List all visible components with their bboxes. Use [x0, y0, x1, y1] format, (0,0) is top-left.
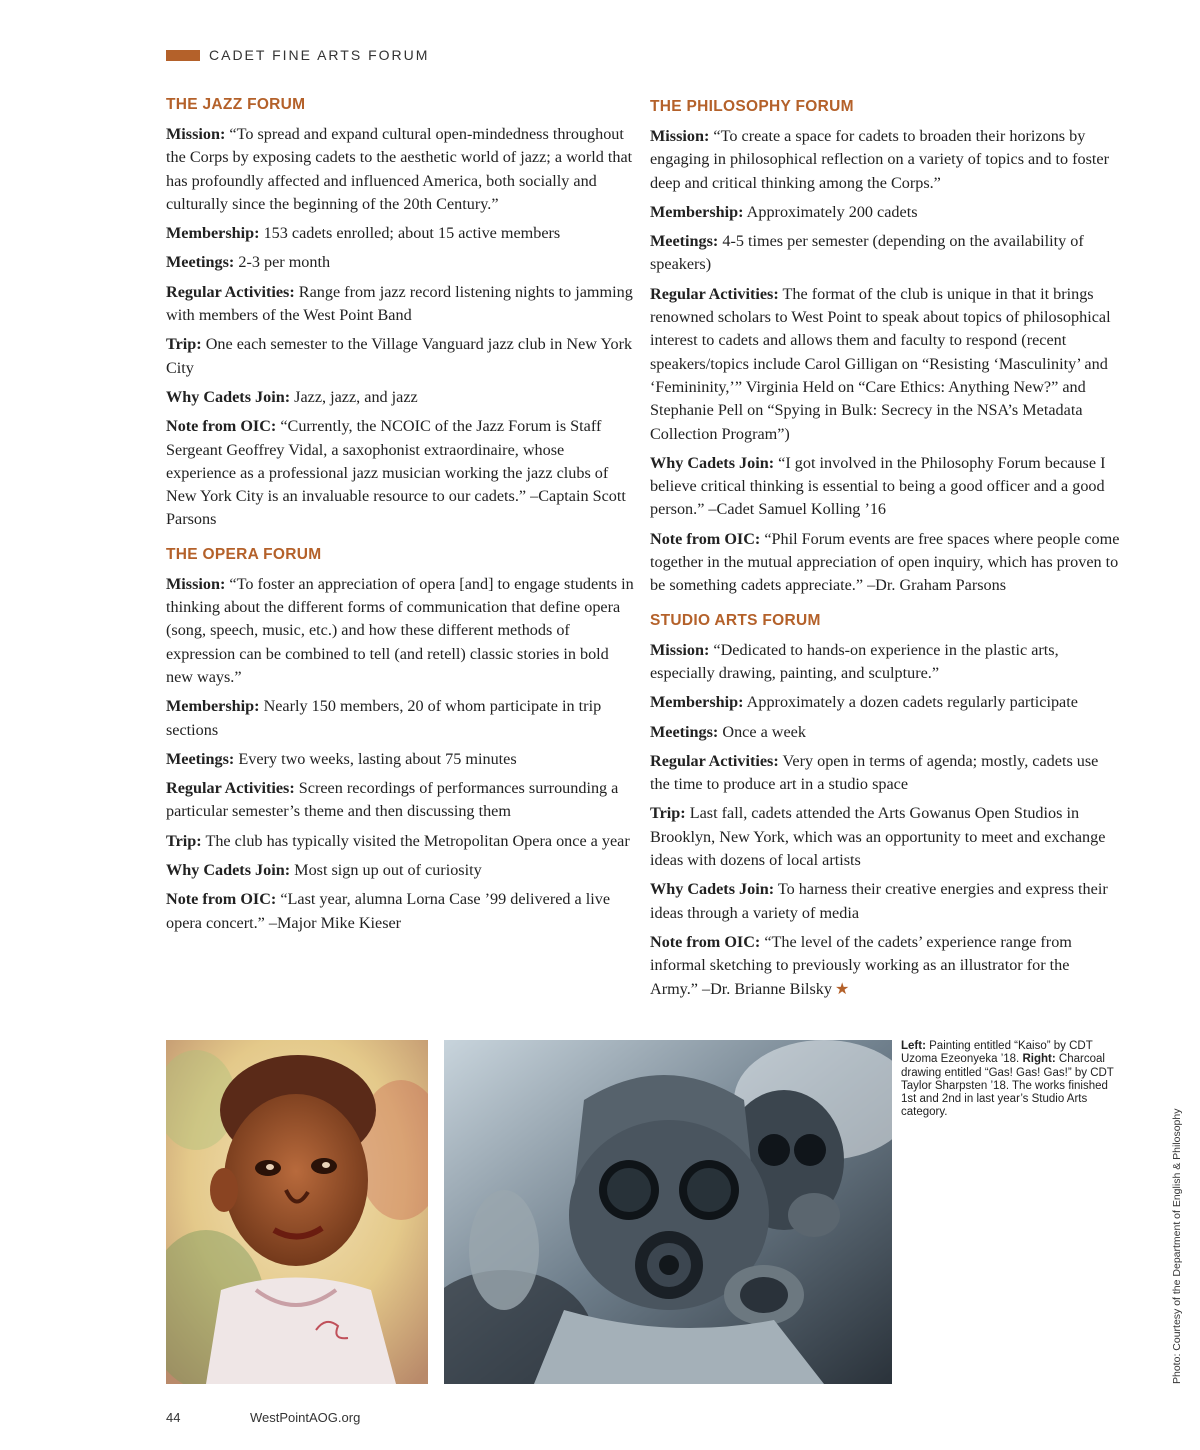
field-label: Why Cadets Join: [166, 387, 291, 406]
the-jazz-forum-section [166, 94, 636, 532]
field-text: One each semester to the Village Vanguard jazz club in New York City [166, 335, 633, 377]
section-title: STUDIO ARTS FORUM [650, 611, 821, 629]
field-text: “Phil Forum events are free spaces where people come together in the mutual appreciation of open inquiry, which has proven to be something cadets appreciate.” –Dr. Graham Parsons [650, 529, 1120, 595]
section-title: THE OPERA FORUM [166, 545, 322, 563]
regular-activities-field [650, 283, 1120, 446]
why-cadets-join-field [650, 452, 1120, 522]
caption-left-text: Painting entitled “Kaiso” by CDT Uzoma Ezeonyeka ’18. [901, 1040, 1093, 1066]
field-label: Why Cadets Join: [650, 453, 775, 472]
field-label: Membership: [650, 693, 744, 712]
field-label: Regular Activities: [166, 282, 295, 301]
mission-field [166, 573, 636, 689]
field-text: 4-5 times per semester (depending on the availability of speakers) [650, 232, 1084, 274]
section-title: THE PHILOSOPHY FORUM [650, 98, 854, 115]
field-label: Membership: [650, 202, 744, 221]
studio-arts-forum-section [650, 610, 1120, 1001]
field-label: Note from OIC: [166, 890, 277, 909]
field-text: “To spread and expand cultural open-mindedness throughout the Corps by exposing cadets to the aesthetic world of jazz; a world that has profoundly affected and influenced America, both socially and culturally since the beginning of the 20th Century.” [166, 125, 633, 213]
mission-field [650, 125, 1120, 195]
field-text: “To create a space for cadets to broaden their horizons by engaging in philosophical reflection on a variety of topics and to foster deep and critical thinking among the Corps.” [650, 127, 1109, 192]
membership-field [166, 695, 636, 742]
kaiso-painting-image [166, 1040, 428, 1384]
field-text: Every two weeks, lasting about 75 minutes [238, 749, 517, 768]
page-footer [166, 1410, 361, 1425]
field-text: 2-3 per month [238, 253, 331, 272]
trip-field [166, 333, 636, 380]
why-cadets-join-field [166, 386, 636, 409]
field-text: Screen recordings of performances surrounding a particular semester’s theme and then discussing them [166, 779, 619, 821]
field-label: Trip: [166, 831, 202, 850]
field-label: Mission: [166, 125, 226, 143]
meetings-field [650, 230, 1120, 277]
field-label: Membership: [166, 697, 260, 716]
field-label: Meetings: [166, 253, 235, 272]
field-text: “Last year, alumna Lorna Case ’99 delivered a live opera concert.” –Major Mike Kieser [166, 890, 611, 932]
caption-right-label: Right: [1022, 1053, 1056, 1066]
field-text: To harness their creative energies and express their ideas through a variety of media [650, 880, 1108, 922]
field-label: Why Cadets Join: [166, 861, 291, 880]
field-label: Regular Activities: [166, 779, 295, 798]
field-text: The club has typically visited the Metropolitan Opera once a year [205, 831, 630, 850]
end-star-icon: ★ [834, 979, 850, 998]
trip-field [650, 802, 1120, 872]
field-text: Approximately a dozen cadets regularly participate [746, 693, 1078, 712]
field-label: Mission: [650, 127, 710, 145]
field-text: Most sign up out of curiosity [294, 861, 482, 880]
membership-field [650, 201, 1120, 224]
the-opera-forum-section [166, 544, 636, 935]
field-text: Range from jazz record listening nights to jamming with members of the West Point Band [166, 282, 633, 325]
mission-field [166, 123, 636, 216]
mission-field [650, 639, 1120, 686]
field-text: Jazz, jazz, and jazz [294, 387, 418, 406]
note-from-oic-field [650, 931, 1120, 1001]
meetings-field [650, 721, 1120, 744]
meetings-field [166, 251, 636, 274]
field-text: Approximately 200 cadets [746, 202, 918, 221]
field-label: Meetings: [650, 232, 719, 251]
right-column [650, 96, 1120, 1007]
photo-credit: Photo: Courtesy of the Department of English & Philosophy [1171, 1108, 1183, 1384]
page-header [166, 47, 429, 63]
note-from-oic-field [166, 415, 636, 531]
field-label: Mission: [166, 574, 226, 593]
field-text: The format of the club is unique in that it brings renowned scholars to West Point to speak about topics of philosophical interest to cadets and allows them and faculty to respond (recent speakers/topics include Carol Gilligan on “Resisting ‘Masculinity’ and ‘Femininity,’” Virginia Held on “Care Ethics: Anything New?” and Stephanie Pell on “Spying in Bulk: Secrecy in the NSA’s Metadata Collection Program”) [650, 284, 1111, 443]
field-text: “Dedicated to hands-on experience in the plastic arts, especially drawing, painting, and sculpture.” [650, 640, 1059, 682]
footer-url[interactable]: WestPointAOG.org [250, 1410, 361, 1425]
field-text: “Currently, the NCOIC of the Jazz Forum is Staff Sergeant Geoffrey Vidal, a saxophonist extraordinaire, whose experience as a professional jazz musician working the jazz clubs of New York City is an invaluable resource to our cadets.” –Captain Scott Parsons [166, 417, 626, 529]
field-text: Last fall, cadets attended the Arts Gowanus Open Studios in Brooklyn, New York, which was an opportunity to meet and exchange ideas with dozens of local artists [650, 804, 1106, 870]
field-label: Note from OIC: [650, 932, 761, 951]
field-label: Regular Activities: [650, 284, 779, 303]
regular-activities-field [650, 750, 1120, 797]
field-text: “To foster an appreciation of opera [and] to engage students in thinking about the different forms of communication that define opera (song, speech, music, etc.) and how these different methods of expression can be combined to tell (and retell) classic stories in bold new ways.” [166, 574, 634, 686]
gas-gas-gas-drawing-image [444, 1040, 892, 1384]
field-text: 153 cadets enrolled; about 15 active members [263, 224, 561, 243]
field-text: “The level of the cadets’ experience range from informal sketching to previously working as an illustrator for the Army.” –Dr. Brianne Bilsky [650, 932, 1072, 998]
field-text: Very open in terms of agenda; mostly, cadets use the time to produce art in a studio space [650, 751, 1099, 794]
field-text: Nearly 150 members, 20 of whom participate in trip sections [166, 697, 602, 739]
page-number: 44 [166, 1410, 181, 1425]
field-label: Note from OIC: [650, 529, 761, 548]
caption-left-label: Left: [901, 1040, 926, 1052]
membership-field [166, 222, 636, 245]
image-caption [901, 1040, 1126, 1120]
regular-activities-field [166, 777, 636, 824]
trip-field [166, 830, 636, 853]
field-label: Meetings: [650, 722, 719, 741]
field-text: Once a week [722, 722, 806, 741]
left-column [166, 94, 636, 941]
section-title: THE JAZZ FORUM [166, 96, 306, 113]
note-from-oic-field [650, 528, 1120, 598]
field-label: Note from OIC: [166, 417, 277, 436]
field-label: Membership: [166, 224, 260, 243]
field-text: “I got involved in the Philosophy Forum because I believe critical thinking is essential to being a good officer and a good person.” –Cadet Samuel Kolling ’16 [650, 453, 1106, 519]
header-title: CADET FINE ARTS FORUM [209, 47, 430, 63]
field-label: Mission: [650, 640, 710, 659]
field-label: Trip: [650, 804, 686, 823]
field-label: Why Cadets Join: [650, 880, 775, 899]
why-cadets-join-field [166, 859, 636, 882]
note-from-oic-field [166, 888, 636, 935]
caption-right-text: Charcoal drawing entitled “Gas! Gas! Gas!” by CDT Taylor Sharpsten ’18. The works finished 1st and 2nd in last year’s Studio Arts category. [901, 1053, 1114, 1119]
field-label: Trip: [166, 335, 202, 354]
the-philosophy-forum-section [650, 96, 1120, 598]
field-label: Meetings: [166, 749, 235, 768]
meetings-field [166, 748, 636, 771]
header-accent-bar [166, 50, 200, 61]
field-label: Regular Activities: [650, 751, 779, 770]
why-cadets-join-field [650, 878, 1120, 925]
membership-field [650, 691, 1120, 714]
regular-activities-field [166, 281, 636, 328]
